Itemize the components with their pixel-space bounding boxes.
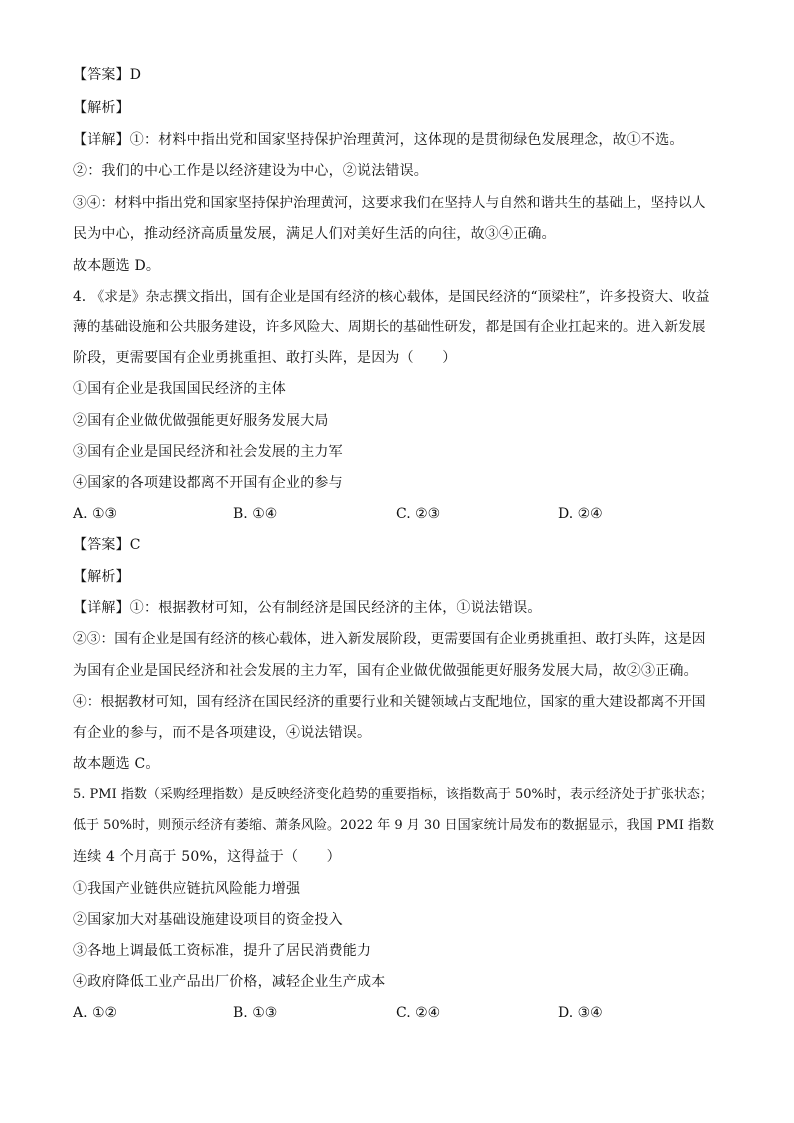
q3-detail-3b: 民为中心，推动经济高质量发展，满足人们对美好生活的向往，故③④正确。 <box>73 226 556 242</box>
q4-detail-2b: 为国有企业是国民经济和社会发展的主力军，国有企业做优做强能更好服务发展大局，故②③正确。 <box>73 663 698 679</box>
q5-options <box>73 1004 723 1022</box>
q4-answer: 【答案】C <box>73 537 141 553</box>
q4-detail-1: 【详解】①：根据教材可知，公有制经济是国民经济的主体，①说法错误。 <box>73 600 542 616</box>
q3-detail-1: 【详解】①：材料中指出党和国家坚持保护治理黄河，这体现的是贯彻绿色发展理念，故①不选。 <box>73 132 684 148</box>
q4-item-4: ④国家的各项建设都离不开国有企业的参与 <box>73 475 343 491</box>
q5-item-4: ④政府降低工业产品出厂价格，减轻企业生产成本 <box>73 974 386 990</box>
q4-option-a: A. ①③ <box>73 506 118 522</box>
q4-detail-2a: ②③：国有企业是国有经济的核心载体，进入新发展阶段，更需要国有企业勇挑重担、敢打头阵，这是因 <box>73 631 706 647</box>
q5-item-2: ②国家加大对基础设施建设项目的资金投入 <box>73 912 343 928</box>
q4-conclusion: 故本题选 C。 <box>73 756 160 772</box>
q4-detail-3a: ④：根据教材可知，国有经济在国民经济的重要行业和关键领域占支配地位，国家的重大建设都离不开国 <box>73 694 706 710</box>
q4-option-c: C. ②③ <box>396 506 441 522</box>
q5-stem-1: 5. PMI 指数（采购经理指数）是反映经济变化趋势的重要指标，该指数高于 50%时，表示经济处于扩张状态； <box>73 787 713 802</box>
q3-analysis-heading: 【解析】 <box>73 100 130 116</box>
q4-stem-1: 4. 《求是》杂志撰文指出，国有企业是国有经济的核心载体，是国民经济的“顶梁柱”，许多投资大、收益 <box>73 289 710 305</box>
q4-options <box>73 505 723 523</box>
q4-item-2: ②国有企业做优做强能更好服务发展大局 <box>73 413 329 429</box>
q4-item-3: ③国有企业是国民经济和社会发展的主力军 <box>73 444 343 460</box>
q4-item-1: ①国有企业是我国国民经济的主体 <box>73 381 286 397</box>
q4-stem-2: 薄的基础设施和公共服务建设，许多风险大、周期长的基础性研发，都是国有企业扛起来的。进入新发展 <box>73 319 706 335</box>
q5-option-c: C. ②④ <box>396 1005 441 1021</box>
q3-detail-2: ②：我们的中心工作是以经济建设为中心，②说法错误。 <box>73 163 428 179</box>
q5-option-a: A. ①② <box>73 1005 118 1021</box>
q4-option-b: B. ①④ <box>233 506 278 522</box>
q4-analysis-heading: 【解析】 <box>73 569 130 585</box>
q3-answer: 【答案】D <box>73 67 142 83</box>
q5-option-d: D. ③④ <box>558 1005 603 1021</box>
q5-stem-3: 连续 4 个月高于 50%，这得益于（ ） <box>73 849 341 865</box>
q5-item-3: ③各地上调最低工资标准，提升了居民消费能力 <box>73 943 372 959</box>
q4-option-d: D. ②④ <box>558 506 603 522</box>
q4-detail-3b: 有企业的参与，而不是各项建设，④说法错误。 <box>73 725 372 741</box>
q5-stem-2: 低于 50%时，则预示经济有萎缩、萧条风险。2022 年 9 月 30 日国家统计局发布的数据显示，我国 PMI 指数 <box>73 818 715 833</box>
q5-item-1: ①我国产业链供应链抗风险能力增强 <box>73 881 301 897</box>
q4-stem-3: 阶段，更需要国有企业勇挑重担、敢打头阵，是因为（ ） <box>73 350 457 366</box>
q3-detail-3a: ③④：材料中指出党和国家坚持保护治理黄河，这要求我们在坚持人与自然和谐共生的基础上，坚持以人 <box>73 195 706 211</box>
q3-conclusion: 故本题选 D。 <box>73 258 161 274</box>
q5-option-b: B. ①③ <box>233 1005 278 1021</box>
